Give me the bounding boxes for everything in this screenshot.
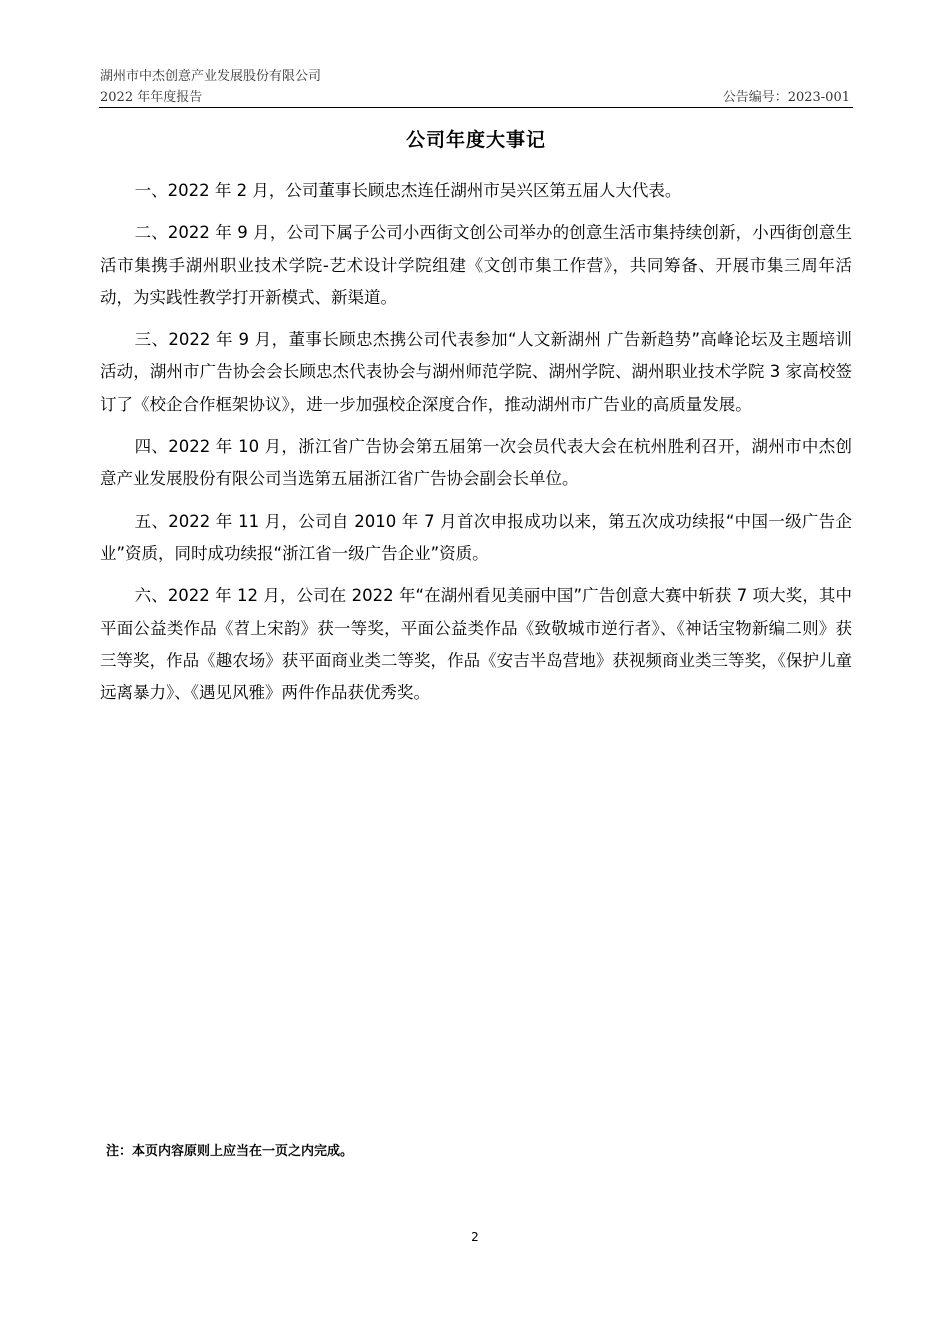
event-paragraph-3: 三、2022 年 9 月，董事长顾忠杰携公司代表参加“人文新湖州 广告新趋势”高峰论坛及主题培训活动，湖州市广告协会会长顾忠杰代表协会与湖州师范学院、湖州学院、湖州职业技术学院 3 家高校签订了《校企合作框架协议》，进一步加强校企深度合作，推动湖州市广告业的高质量发展。 bbox=[100, 330, 852, 414]
header-announcement-number: 公告编号：2023-001 bbox=[722, 90, 850, 105]
header-divider bbox=[99, 107, 853, 108]
header-report-title: 2022 年年度报告 bbox=[100, 90, 203, 105]
footnote: 注：本页内容原则上应当在一页之内完成。 bbox=[106, 1144, 354, 1159]
page-number: 2 bbox=[471, 1230, 479, 1244]
event-paragraph-6: 六、2022 年 12 月，公司在 2022 年“在湖州看见美丽中国”广告创意大赛中斩获 7 项大奖，其中平面公益类作品《苕上宋韵》获一等奖，平面公益类作品《致敬城市逆行者》、《神话宝物新编二则》获三等奖，作品《趣农场》获平面商业类二等奖，作品《安吉半岛营地》获视频商业类三等奖，《保护儿童远离暴力》、《遇见风雅》两件作品获优秀奖。 bbox=[100, 586, 852, 703]
event-paragraph-5: 五、2022 年 11 月，公司自 2010 年 7 月首次申报成功以来，第五次成功续报“中国一级广告企业”资质，同时成功续报“浙江省一级广告企业”资质。 bbox=[100, 511, 852, 563]
event-paragraph-1: 一、2022 年 2 月，公司董事长顾忠杰连任湖州市吴兴区第五届人大代表。 bbox=[134, 181, 682, 200]
events-list bbox=[100, 175, 852, 719]
header-company-name: 湖州市中杰创意产业发展股份有限公司 bbox=[100, 69, 322, 84]
page-title: 公司年度大事记 bbox=[405, 129, 546, 151]
event-paragraph-2: 二、2022 年 9 月，公司下属子公司小西街文创公司举办的创意生活市集持续创新，小西街创意生活市集携手湖州职业技术学院-艺术设计学院组建《文创市集工作营》，共同筹备、开展市集三周年活动，为实践性教学打开新模式、新渠道。 bbox=[100, 223, 852, 307]
event-paragraph-4: 四、2022 年 10 月，浙江省广告协会第五届第一次会员代表大会在杭州胜利召开，湖州市中杰创意产业发展股份有限公司当选第五届浙江省广告协会副会长单位。 bbox=[100, 437, 852, 489]
